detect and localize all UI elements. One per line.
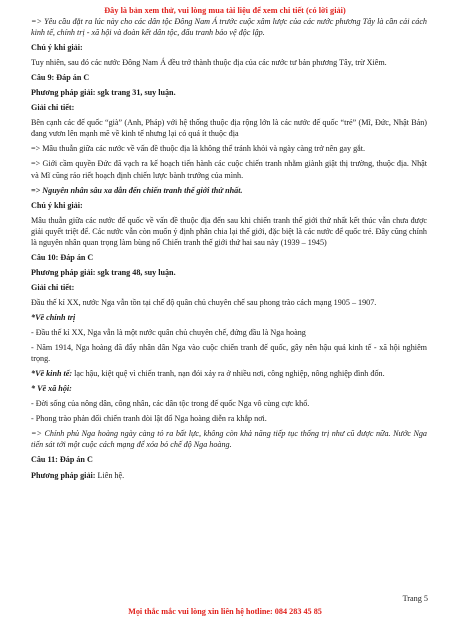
question-10-answer: Câu 10: Đáp án C <box>31 252 94 262</box>
method-label: Phương pháp giải: <box>31 470 96 480</box>
method-line: Phương pháp giải: sgk trang 31, suy luận. <box>31 88 176 98</box>
note-heading: Chú ý khi giải: <box>31 200 83 210</box>
hotline-banner: Mọi thắc mắc vui lòng xin liên hệ hotline: 084 283 45 85 <box>128 607 322 616</box>
document-body <box>31 16 427 481</box>
list-item: - Đầu thế kỉ XX, Nga vẫn là một nước quân chủ chuyên chế, đứng đầu là Nga hoàng <box>31 328 306 338</box>
economy-text: lạc hậu, kiệt quệ vì chiến tranh, nạn đói xảy ra ở nhiều nơi, công nghiệp, nông nghiệp đình đốn. <box>72 369 385 379</box>
detail-paragraph: Đầu thế kỉ XX, nước Nga vẫn tồn tại chế độ quân chủ chuyên chế sau phong trào cách mạng 1905 – 1907. <box>31 297 377 307</box>
note-paragraph: Mâu thuẫn giữa các nước đế quốc về vấn đề thuộc địa đến sau khi chiến tranh thế giới thứ nhất kết thúc vẫn chưa được giải quyết triệt để. Các nước vẫn còn muốn ý định phân chia lại thế giới, đặc biệt là các nước để quốc trẻ. Đây cũng chính là nguyên nhân quan trọng làm bùng nổ Chiến tranh thế giới thứ hai sau này (1939 – 1945) <box>31 215 427 247</box>
method-line <box>31 470 427 481</box>
conclusion-paragraph: => Chính phủ Nga hoàng ngày càng tỏ ra bất lực, không còn khả năng tiếp tục thống trị như cũ được nữa. Nước Nga tiến sát tới một cuộc cách mạng để xóa bỏ chế độ Nga hoàng. <box>31 429 427 450</box>
detail-heading: Giải chi tiết: <box>31 282 75 292</box>
conclusion-paragraph: => Yêu cầu đặt ra lúc này cho các dân tộc Đông Nam Á trước cuộc xâm lược của các nước phương Tây là cần cải cách kinh tế, chính trị - xã hội và đoàn kết dân tộc, đấu tranh bảo vệ độc lập. <box>31 17 427 38</box>
politics-heading: *Về chính trị <box>31 312 76 322</box>
detail-paragraph: => Mâu thuẫn giữa các nước về vấn đề thuộc địa là không thể tránh khỏi và ngày càng trở nên gay gắt. <box>31 144 366 154</box>
economy-heading: *Về kinh tế: <box>31 369 73 379</box>
list-item: - Năm 1914, Nga hoàng đã đẩy nhân dân Nga vào cuộc chiến tranh đế quốc, gây nên hậu quả kinh tế - xã hội nghiêm trọng. <box>31 343 427 364</box>
note-heading: Chú ý khi giải: <box>31 43 83 53</box>
page-number: Trang 5 <box>402 594 428 603</box>
conclusion-paragraph: => Nguyên nhân sâu xa dẫn đến chiến tranh thế giới thứ nhất. <box>31 185 243 195</box>
detail-heading: Giải chi tiết: <box>31 103 75 113</box>
list-item: - Đời sống của nông dân, công nhân, các dân tộc trong đế quốc Nga vô cùng cực khổ. <box>31 399 310 409</box>
question-11-answer: Câu 11: Đáp án C <box>31 455 93 465</box>
method-line: Phương pháp giải: sgk trang 48, suy luận. <box>31 267 176 277</box>
economy-paragraph <box>31 368 427 379</box>
detail-paragraph: => Giới cầm quyền Đức đã vạch ra kế hoạch tiến hành các cuộc chiến tranh nhằm giành giật thị trường, thuộc địa. Nhật và Mĩ cũng ráo riết hoạch định chiến lược bành trướng của mình. <box>31 159 427 180</box>
society-heading: * Về xã hội: <box>31 384 72 394</box>
preview-notice-banner: Đây là bản xem thử, vui lòng mua tài liệu để xem chi tiết (có lời giải) <box>104 6 346 15</box>
detail-paragraph: Bên cạnh các đế quốc “già” (Anh, Pháp) với hệ thống thuộc địa rộng lớn là các nước đế quốc “trẻ” (Mĩ, Đức, Nhật Bản) đang vươn lên mạnh mẽ về kinh tế nhưng lại có quá ít thuộc địa <box>31 118 427 139</box>
list-item: - Phong trào phản đối chiến tranh đòi lật đổ Nga hoàng diễn ra khắp nơi. <box>31 414 267 424</box>
method-text: Liên hệ. <box>95 470 125 480</box>
note-paragraph: Tuy nhiên, sau đó các nước Đông Nam Á đều trở thành thuộc địa của các nước tư bản phương Tây, trừ Xiêm. <box>31 58 387 68</box>
question-9-answer: Câu 9: Đáp án C <box>31 73 90 83</box>
